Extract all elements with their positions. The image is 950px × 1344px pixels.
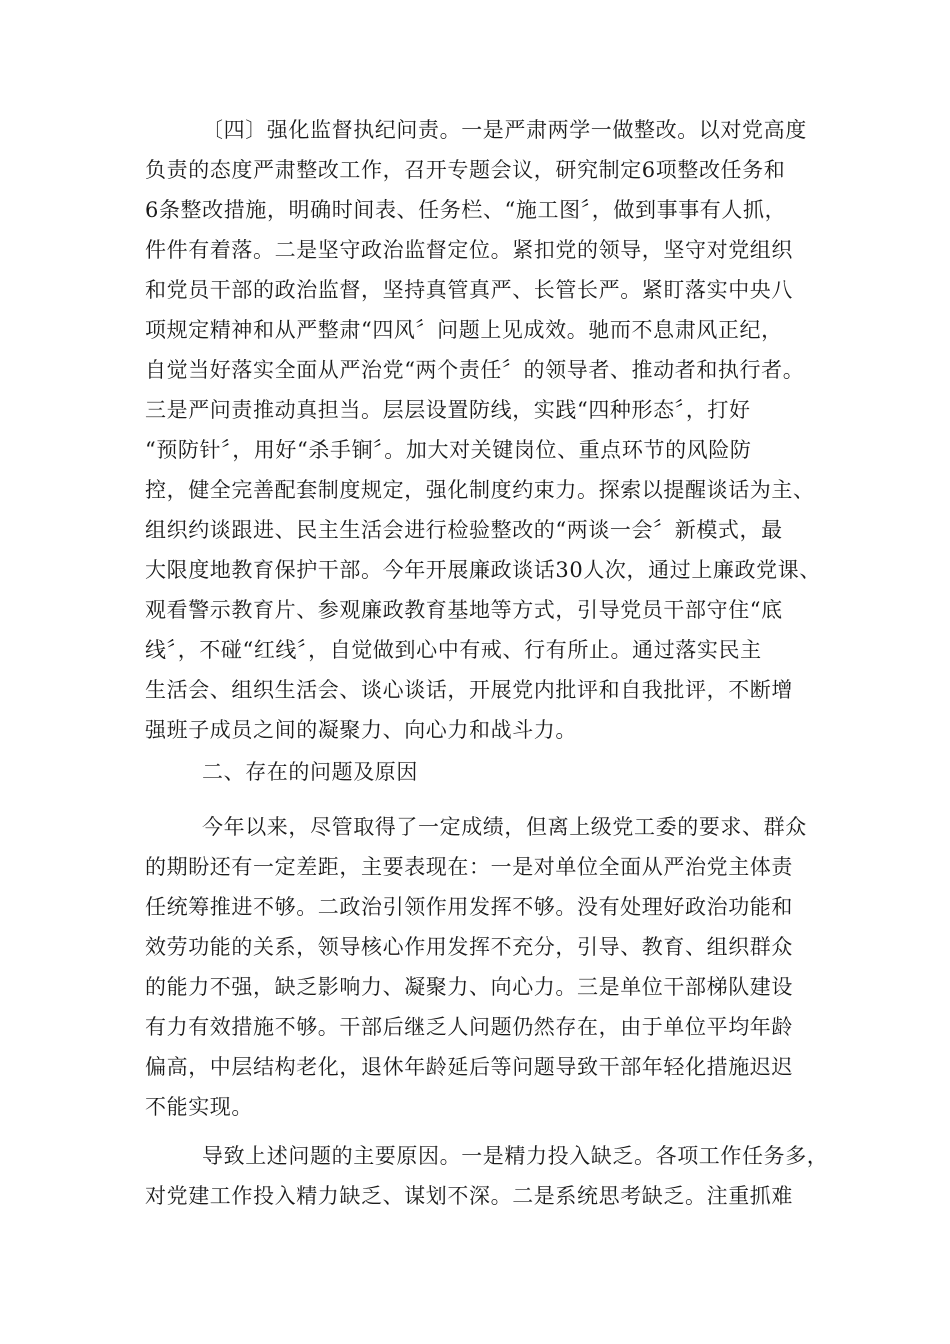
text-line: 任统筹推进不够。二政治引领作用发挥不够。没有处理好政治功能和 [145, 895, 793, 919]
text-line: 控，健全完善配套制度规定，强化制度约束力。探索以提醒谈话为主、 [145, 478, 815, 502]
text-line: “预防针〞，用好“杀手锏〞。加大对关键岗位、重点环节的风险防 [145, 438, 752, 462]
text-line: 有力有效措施不够。干部后继乏人问题仍然存在，由于单位平均年龄 [145, 1015, 793, 1039]
text-line: 偏高，中层结构老化，退休年龄延后等问题导致干部年轻化措施迟迟 [145, 1055, 793, 1079]
text-line: 导致上述问题的主要原因。一是精力投入缺乏。各项工作任务多， [202, 1144, 829, 1168]
text-line: 的能力不强，缺乏影响力、凝聚力、向心力。三是单位干部梯队建设 [145, 975, 793, 999]
text-line: 〔四〕强化监督执纪问责。一是严肃两学一做整改。以对党高度 [202, 118, 807, 142]
text-line: 组织约谈跟进、民主生活会进行检验整改的“两谈一会〞新模式，最 [145, 518, 783, 542]
text-line: 负责的态度严肃整改工作，召开专题会议，研究制定6项整改任务和 [145, 158, 786, 182]
text-line: 观看警示教育片、参观廉政教育基地等方式，引导党员干部守住“底 [145, 598, 783, 622]
text-line: 大限度地教育保护干部。今年开展廉政谈话30人次，通过上廉政党课、 [145, 558, 821, 582]
text-line: 不能实现。 [145, 1095, 253, 1119]
text-line: 的期盼还有一定差距，主要表现在：一是对单位全面从严治党主体责 [145, 855, 793, 879]
text-line: 6条整改措施，明确时间表、任务栏、“施工图〞，做到事事有人抓， [145, 198, 787, 222]
text-line: 项规定精神和从严整肃“四风〞问题上见成效。驰而不息肃风正纪， [145, 318, 783, 342]
text-line: 线〞，不碰“红线〞，自觉做到心中有戒、行有所止。通过落实民主 [145, 638, 762, 662]
text-line: 今年以来，尽管取得了一定成绩，但离上级党工委的要求、群众 [202, 815, 807, 839]
text-line: 自觉当好落实全面从严治党“两个责任〞的领导者、推动者和执行者。 [145, 358, 805, 382]
text-line: 三是严问责推动真担当。层层设置防线，实践“四种形态〞，打好 [145, 398, 751, 422]
text-line: 强班子成员之间的凝聚力、向心力和战斗力。 [145, 718, 577, 742]
text-line: 效劳功能的关系，领导核心作用发挥不充分，引导、教育、组织群众 [145, 935, 793, 959]
text-line: 对党建工作投入精力缺乏、谋划不深。二是系统思考缺乏。注重抓难 [145, 1184, 793, 1208]
text-line: 和党员干部的政治监督，坚持真管真严、长管长严。紧盯落实中央八 [145, 278, 793, 302]
text-line: 生活会、组织生活会、谈心谈话，开展党内批评和自我批评，不断增 [145, 678, 793, 702]
text-line: 件件有着落。二是坚守政治监督定位。紧扣党的领导，坚守对党组织 [145, 238, 793, 262]
heading-text: 二、存在的问题及原因 [202, 760, 418, 784]
